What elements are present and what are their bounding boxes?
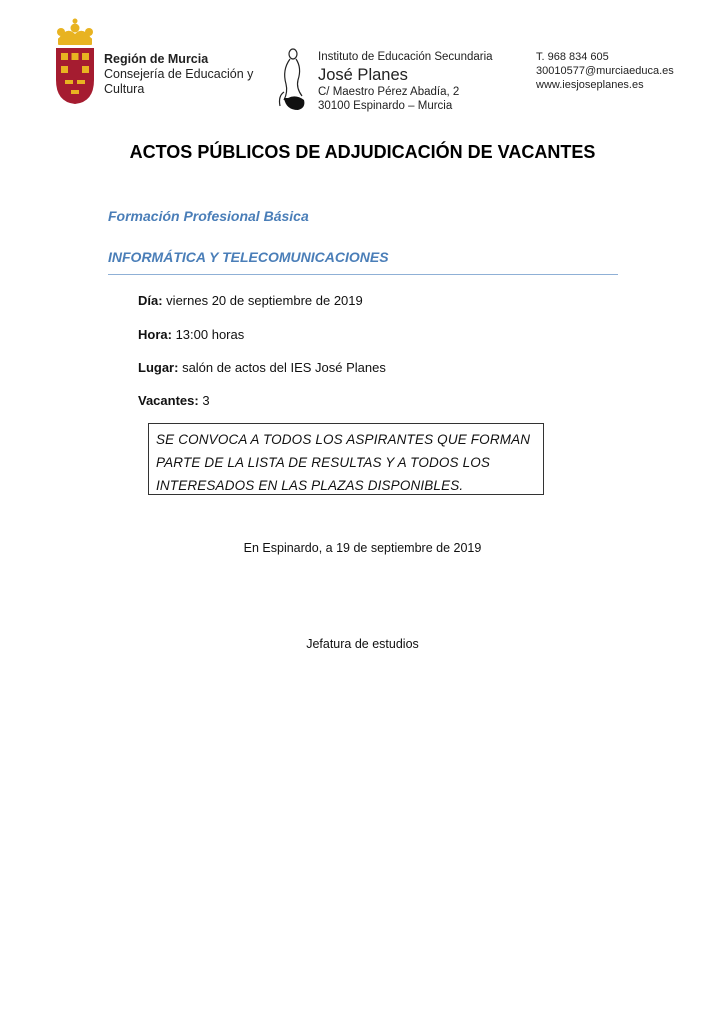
place-date: En Espinardo, a 19 de septiembre de 2019 <box>243 541 482 555</box>
field-hora-value: 13:00 horas <box>171 327 245 342</box>
contact-phone: T. 968 834 605 <box>536 51 609 63</box>
notice-line2: PARTE DE LA LISTA DE RESULTAS Y A TODOS LOS <box>156 455 491 470</box>
field-dia-value: viernes 20 de septiembre de 2019 <box>162 293 363 308</box>
field-hora-label: Hora: <box>138 327 172 342</box>
field-vacantes <box>138 393 210 408</box>
field-hora <box>138 327 244 342</box>
family-title: INFORMÁTICA Y TELECOMUNICACIONES <box>108 249 389 265</box>
field-vacantes-label: Vacantes: <box>138 393 199 408</box>
field-vacantes-value: 3 <box>198 393 210 408</box>
school-city: 30100 Espinardo – Murcia <box>318 100 453 112</box>
contact-text <box>536 50 674 92</box>
region-text <box>104 52 253 97</box>
signature: Jefatura de estudios <box>306 637 419 651</box>
contact-email[interactable]: 30010577@murciaeduca.es <box>536 65 674 77</box>
school-name: José Planes <box>318 65 408 84</box>
school-line1: Instituto de Educación Secundaria <box>318 51 493 63</box>
notice-box <box>148 423 544 495</box>
field-lugar-label: Lugar: <box>138 360 179 375</box>
region-name: Región de Murcia <box>104 52 209 66</box>
section-divider <box>108 274 618 275</box>
school-figure-logo-icon <box>276 46 312 114</box>
document-title: ACTOS PÚBLICOS DE ADJUDICACIÓN DE VACANTES <box>129 142 596 162</box>
field-lugar-value: salón de actos del IES José Planes <box>178 360 386 375</box>
field-dia <box>138 293 363 308</box>
contact-web[interactable]: www.iesjoseplanes.es <box>536 79 644 91</box>
notice-line1: SE CONVOCA A TODOS LOS ASPIRANTES QUE FORMAN <box>156 432 531 447</box>
school-address: C/ Maestro Pérez Abadía, 2 <box>318 85 460 98</box>
region-line3: Cultura <box>104 82 145 96</box>
program-title: Formación Profesional Básica <box>108 208 309 224</box>
notice-line3: INTERESADOS EN LAS PLAZAS DISPONIBLES. <box>156 478 464 493</box>
field-dia-label: Día: <box>138 293 163 308</box>
field-lugar <box>138 360 386 375</box>
region-line2: Consejería de Educación y <box>104 67 254 81</box>
region-murcia-crest-icon <box>52 18 98 106</box>
school-text <box>318 50 493 114</box>
